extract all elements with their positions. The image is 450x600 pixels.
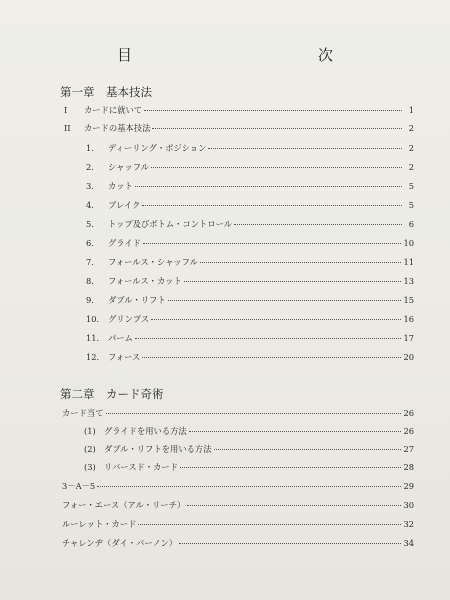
leader-dots <box>143 243 401 244</box>
leader-dots <box>208 148 402 149</box>
entry-label: フォールス・カット <box>108 276 182 286</box>
entry-page: 13 <box>403 276 414 286</box>
entry-number: I <box>64 105 68 115</box>
toc-entry <box>86 160 414 174</box>
entry-label: チャレンヂ（ダイ・バーノン） <box>62 538 178 548</box>
entry-label: グリンプス <box>108 314 150 324</box>
toc-entry <box>62 479 414 493</box>
entry-label: トップ及びボトム・コントロール <box>108 219 233 229</box>
leader-dots <box>187 505 401 506</box>
entry-label: パーム <box>108 333 133 343</box>
entry-label: ルーレット・カード <box>62 519 137 529</box>
leader-dots <box>189 431 402 432</box>
entry-page: 32 <box>403 519 414 529</box>
toc-entry <box>62 498 414 512</box>
toc-entry <box>86 331 414 345</box>
leader-dots <box>179 543 401 544</box>
entry-label: フォー・エース（アル・リーチ） <box>62 500 186 510</box>
toc-entry <box>86 236 414 250</box>
entry-page: 11 <box>403 257 414 267</box>
entry-label: ダブル・リフトを用いる方法 <box>104 444 212 454</box>
leader-dots <box>144 110 402 111</box>
entry-page: 27 <box>403 444 414 454</box>
toc-entry <box>86 274 414 288</box>
entry-label: ブレイク <box>108 200 141 210</box>
leader-dots <box>106 413 402 414</box>
toc-entry <box>86 141 414 155</box>
entry-number: 6. <box>86 238 94 248</box>
entry-page: 20 <box>403 352 414 362</box>
entry-page: 2 <box>408 143 414 153</box>
toc-entry <box>64 121 414 135</box>
toc-entry <box>86 255 414 269</box>
leader-dots <box>142 357 401 358</box>
entry-page: 26 <box>403 426 414 436</box>
toc-entry <box>86 312 414 326</box>
entry-number: 3. <box>86 181 94 191</box>
entry-number: 5. <box>86 219 94 229</box>
entry-number: 11. <box>86 333 100 343</box>
leader-dots <box>200 262 401 263</box>
entry-number: 4. <box>86 200 94 210</box>
entry-page: 15 <box>403 295 414 305</box>
entry-number: 7. <box>86 257 94 267</box>
entry-page: 1 <box>408 105 414 115</box>
leader-dots <box>180 467 401 468</box>
entry-page: 5 <box>408 200 414 210</box>
toc-entry <box>84 460 414 474</box>
toc-entry <box>86 217 414 231</box>
toc-entry <box>86 198 414 212</box>
leader-dots <box>135 186 402 187</box>
entry-page: 6 <box>408 219 414 229</box>
entry-label: 3－A－5 <box>62 481 96 491</box>
leader-dots <box>135 338 402 339</box>
entry-number: (3) <box>84 462 96 472</box>
entry-label: カード当て <box>62 408 104 418</box>
leader-dots <box>97 486 401 487</box>
entry-label: ディーリング・ポジション <box>108 143 207 153</box>
entry-number: 2. <box>86 162 94 172</box>
entry-label: グライド <box>108 238 141 248</box>
entry-page: 2 <box>408 123 414 133</box>
toc-entry <box>86 179 414 193</box>
entry-page: 2 <box>408 162 414 172</box>
entry-label: カードの基本技法 <box>84 123 151 133</box>
entry-label: ダブル・リフト <box>108 295 166 305</box>
entry-page: 34 <box>403 538 414 548</box>
entry-page: 29 <box>403 481 414 491</box>
entry-page: 30 <box>403 500 414 510</box>
entry-number: 12. <box>86 352 100 362</box>
entry-page: 17 <box>403 333 414 343</box>
toc-entry <box>84 442 414 456</box>
entry-label: シャッフル <box>108 162 149 172</box>
leader-dots <box>214 449 402 450</box>
entry-page: 28 <box>403 462 414 472</box>
toc-entry <box>86 293 414 307</box>
leader-dots <box>151 319 401 320</box>
leader-dots <box>234 224 402 225</box>
leader-dots <box>152 128 402 129</box>
leader-dots <box>151 167 402 168</box>
toc-entry <box>62 536 414 550</box>
entry-number: 1. <box>86 143 94 153</box>
leader-dots <box>138 524 401 525</box>
entry-label: リバースド・カード <box>104 462 179 472</box>
page-title: 目 次 <box>116 46 385 64</box>
entry-number: (2) <box>84 444 96 454</box>
toc-entry <box>84 424 414 438</box>
leader-dots <box>168 300 402 301</box>
chapter-heading-2: 第二章 カード奇術 <box>60 387 164 401</box>
leader-dots <box>142 205 402 206</box>
entry-label: フォース <box>108 352 141 362</box>
toc-entry <box>64 103 414 117</box>
toc-entry <box>62 517 414 531</box>
entry-number: 10. <box>86 314 100 324</box>
entry-number: (1) <box>84 426 96 436</box>
entry-label: カット <box>108 181 133 191</box>
entry-number: II <box>64 123 71 133</box>
chapter-heading-1: 第一章 基本技法 <box>60 85 152 99</box>
entry-number: 8. <box>86 276 94 286</box>
entry-label: フォールス・シャッフル <box>108 257 198 267</box>
entry-page: 16 <box>403 314 414 324</box>
entry-label: グライドを用いる方法 <box>104 426 187 436</box>
entry-number: 9. <box>86 295 94 305</box>
entry-page: 5 <box>408 181 414 191</box>
toc-entry <box>62 406 414 420</box>
entry-page: 10 <box>403 238 414 248</box>
entry-label: カードに就いて <box>84 105 143 115</box>
entry-page: 26 <box>403 408 414 418</box>
leader-dots <box>184 281 402 282</box>
toc-entry <box>86 350 414 364</box>
